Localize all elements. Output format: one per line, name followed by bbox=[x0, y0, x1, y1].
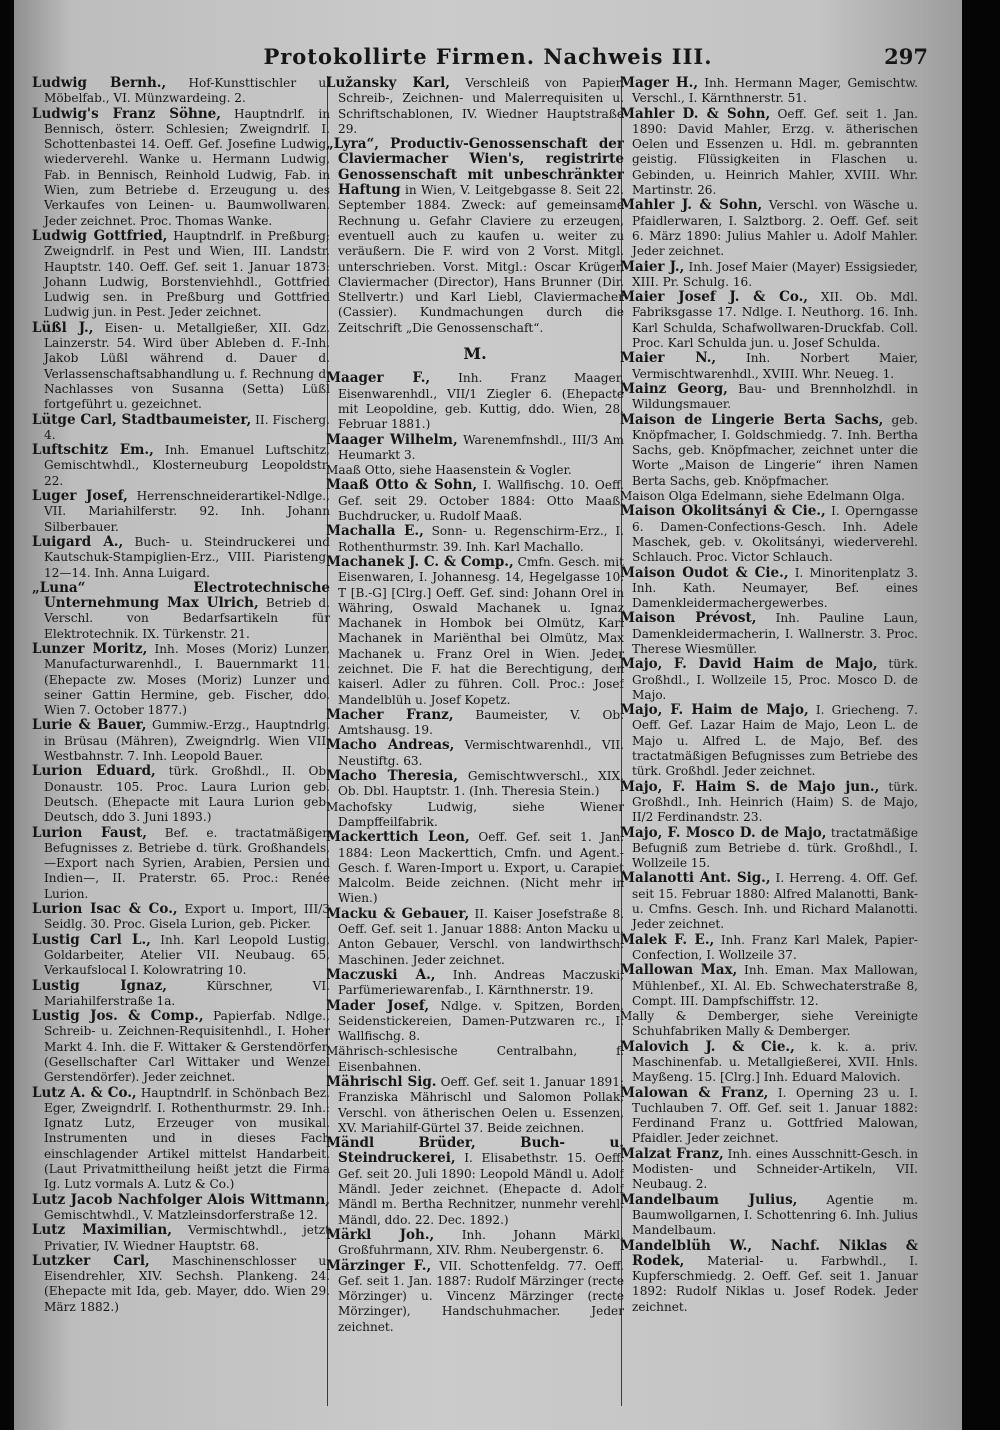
firm-description: II. Fischerg. 4. bbox=[44, 412, 330, 442]
column-3 bbox=[620, 76, 918, 1406]
firm-name: Majo, F. David Haim de Majo, bbox=[620, 656, 878, 673]
firm-description: Ndlge. v. Spitzen, Borden, Seidenstickereien, Damen-Putzwaren rc., I. Wallfischg. 8. bbox=[338, 998, 624, 1044]
firm-description: Inh. Karl Leopold Lustig, Goldarbeiter, Atelier VII. Neubaug. 65, Verkaufslocal I. Kolowratring 10. bbox=[44, 932, 330, 978]
firm-name: Maager Wilhelm, bbox=[326, 431, 458, 448]
firm-name: Macho Theresia, bbox=[326, 768, 458, 785]
firm-description: Gummiw.-Erzg., Hauptndrlg. in Brüsau (Mähren), Zweigndrlg. Wien VII. Westbahnstr. 7. Inh. Leopold Bauer. bbox=[44, 718, 330, 764]
firm-name: Lutzker Carl, bbox=[32, 1252, 150, 1269]
firm-name: Maier J., bbox=[620, 258, 685, 275]
firm-name: Machanek J. C. & Comp., bbox=[326, 553, 514, 570]
directory-entry bbox=[620, 780, 918, 826]
directory-entry bbox=[32, 642, 330, 718]
firm-description: Material- u. Farbwhdl., I. Kupferschmiedg. 2. Oeff. Gef. seit 1. Januar 1892: Rudolf Niklas u. Josef Rodek. Jeder zeichnet. bbox=[632, 1253, 918, 1314]
directory-entry bbox=[620, 566, 918, 612]
directory-entry bbox=[32, 1254, 330, 1315]
directory-entry bbox=[326, 1075, 624, 1136]
directory-entry bbox=[326, 371, 624, 432]
firm-name: Maison Prévost, bbox=[620, 610, 757, 627]
directory-entry bbox=[620, 657, 918, 703]
firm-name: Mändl Brüder, Buch- u. Steindruckerei, bbox=[326, 1135, 624, 1167]
directory-entry bbox=[326, 708, 624, 739]
directory-entry bbox=[326, 478, 624, 524]
firm-name: Luigard A., bbox=[32, 533, 124, 550]
firm-name: Märzinger F., bbox=[326, 1257, 432, 1274]
directory-entry bbox=[326, 76, 624, 137]
firm-description: k. k. a. priv. Maschinenfab. u. Metallgießerei, XVII. Hnls. Mayßeng. 15. [Clrg.] Inh. Eduard Malovich. bbox=[632, 1039, 918, 1085]
firm-name: Mager H., bbox=[620, 76, 699, 91]
firm-description: I. Herreng. 4. Off. Gef. seit 15. Februar 1880: Alfred Malanotti, Bank- u. Cmfns. Gesch. Inh. und Richard Malanotti. Jeder zeichnet. bbox=[632, 871, 918, 932]
firm-description: Inh. Andreas Maczuski, Parfümeriewarenfab., I. Kärnthnerstr. 19. bbox=[338, 967, 624, 998]
firm-name: Majo, F. Haim de Majo, bbox=[620, 702, 809, 719]
column-2 bbox=[326, 76, 624, 1406]
directory-entry bbox=[32, 826, 330, 902]
firm-name: Maison Okolitsányi & Cie., bbox=[620, 503, 826, 520]
firm-name: Lustig Carl L., bbox=[32, 931, 151, 948]
firm-description: Hauptndrlf. in Bennisch, österr. Schlesien; Zweigndrlf. I. Schottenbastei 14. Oeff. Gef. Josefine Ludwig, wiederverehl. Wanke u. Hermann Ludwig, Fab. in Bennisch, Reinhold Ludwig, Fab. in Wien, zum Betriebe d. Erzeugung u. des Verkaufes von Leinen- u. Baumwollwaren. Jeder zeichnet. Proc. Thomas Wanke. bbox=[44, 106, 330, 228]
firm-description: in Wien, V. Leitgebgasse 8. Seit 22. September 1884. Zweck: auf gemeinsame Rechnung u. Gefahr Claviere zu erzeugen, eventuell auch zu kaufen u. weiter zu veräußern. Die F. wird von 2 Vorst. Mitgl. unterschrieben. Vorst. Mitgl.: Oscar Krüger, Claviermacher (Director), Hans Brunner (Dir. Stellvertr.) und Karl Liebl, Claviermacher (Cassier). Kundmachungen durch die Zeitschrift „Die Genossenschaft“. bbox=[338, 183, 624, 335]
directory-entry bbox=[620, 504, 918, 565]
firm-name: Malek F. E., bbox=[620, 931, 715, 948]
directory-entry bbox=[620, 826, 918, 872]
firm-name: Malovich J. & Cie., bbox=[620, 1038, 795, 1055]
firm-name: Machalla E., bbox=[326, 523, 424, 540]
firm-description: Buch- u. Steindruckerei und Kautschuk-Stampiglien-Erz., VIII. Piaristeng. 12—14. Inh. Anna Luigard. bbox=[44, 534, 330, 580]
directory-entry bbox=[326, 999, 624, 1045]
firm-description: VII. Schottenfeldg. 77. Oeff. Gef. seit 1. Jan. 1887: Rudolf Märzinger (recte Mörzinger) u. Vincenz Märzinger (recte Mörzinger), Handschuhmacher. Jeder zeichnet. bbox=[338, 1258, 624, 1334]
firm-name: Luger Josef, bbox=[32, 488, 128, 505]
firm-description: tractatmäßige Befugniß zum Betriebe d. türk. Großhdl., I. Wollzeile 15. bbox=[632, 825, 918, 871]
directory-entry bbox=[620, 871, 918, 932]
firm-description: türk. Großhdl., I. Wollzeile 15, Proc. Mosco D. de Majo. bbox=[632, 657, 918, 702]
firm-name: Mahler J. & Sohn, bbox=[620, 197, 763, 214]
firm-description: Oeff. Gef. seit 1. Jan. 1884: Leon Mackerttich, Cmfn. und Agent.-Gesch. f. Waren-Import u. Export, u. Carapiet Malcolm. Beide zeichnen. (Nicht mehr in Wien.) bbox=[338, 830, 624, 906]
page-number: 297 bbox=[884, 44, 928, 69]
firm-name: Macku & Gebauer, bbox=[326, 905, 470, 922]
firm-description: Inh. Franz Karl Malek, Papier-Confection, I. Wollzeile 37. bbox=[632, 932, 918, 962]
directory-entry bbox=[32, 1009, 330, 1085]
directory-entry bbox=[620, 963, 918, 1009]
firm-name: Maier N., bbox=[620, 350, 717, 367]
firm-name: Maczuski A., bbox=[326, 966, 436, 983]
firm-name: Macho Andreas, bbox=[326, 737, 455, 754]
firm-description: Gemischtwverschl., XIX. Ob. Dbl. Hauptstr. 1. (Inh. Theresia Stein.) bbox=[338, 769, 624, 799]
firm-name: Lurion Isac & Co., bbox=[32, 901, 178, 918]
directory-entry bbox=[32, 718, 330, 764]
firm-name: Ludwig's Franz Söhne, bbox=[32, 105, 221, 122]
firm-name: Lutz Maximilian, bbox=[32, 1222, 172, 1239]
directory-entry bbox=[32, 979, 330, 1010]
firm-name: Maison de Lingerie Berta Sachs, bbox=[620, 411, 884, 428]
firm-description: I. Minoritenplatz 3. Inh. Kath. Neumayer, Bef. eines Damenkleidermachergewerbes. bbox=[632, 565, 918, 611]
firm-description: Baumeister, V. Ob. Amtshausg. 19. bbox=[338, 707, 624, 738]
firm-description: türk. Großhdl., Inh. Heinrich (Haim) S. de Majo, II/2 Ferdinandstr. 23. bbox=[632, 779, 918, 825]
directory-entry bbox=[32, 933, 330, 979]
firm-description: Inh. Josef Maier (Mayer) Essigsieder, XIII. Pr. Schulg. 16. bbox=[632, 259, 918, 289]
firm-name: „Lyra“, Productiv-Genossenschaft der Claviermacher Wien's, registrirte Genossenschaft mit unbeschränkter Haftung bbox=[326, 136, 624, 199]
firm-description: Maison Olga Edelmann, siehe Edelmann Olga. bbox=[620, 489, 905, 504]
firm-name: Lurion Eduard, bbox=[32, 763, 156, 780]
directory-entry bbox=[620, 413, 918, 489]
firm-description: Inh. Norbert Maier, Vermischtwarenhdl., XVIII. Whr. Neueg. 1. bbox=[632, 351, 918, 381]
firm-description: Inh. Pauline Laun, Damenkleidermacherin, I. Wallnerstr. 3. Proc. Therese Wiesmüller. bbox=[632, 611, 918, 656]
firm-description: Inh. Eman. Max Mallowan, Mühlenbef., XI. Al. Eb. Schwechaterstraße 8, Compt. III. Dampfschiffstr. 12. bbox=[632, 963, 918, 1008]
firm-name: Lüßl J., bbox=[32, 319, 94, 336]
firm-name: Lustig Ignaz, bbox=[32, 977, 167, 994]
directory-entry bbox=[620, 382, 918, 413]
firm-description: türk. Großhdl., II. Ob. Donaustr. 105. Proc. Laura Lurion geb. Deutsch. (Ehepacte mit Laura Lurion geb. Deutsch, ddo 3. Juni 1893.) bbox=[44, 764, 330, 825]
directory-entry bbox=[620, 1009, 918, 1040]
firm-description: Hauptndrlf. in Schönbach Bez. Eger, Zweigndrlf. I. Rothenthurmstr. 29. Inh.: Ignatz Lutz, Erzeuger von musikal. Instrumenten und in dieses Fach einschlagender Artikel mittelst Handarbeit. (Laut Privatmittheilung heißt jetzt die Firma Ig. Lutz vormals A. Lutz & Co.) bbox=[44, 1085, 330, 1192]
section-letter: M. bbox=[463, 344, 487, 364]
directory-entry bbox=[32, 229, 330, 321]
firm-name: Mandelblüh W., Nachf. Niklas & Rodek, bbox=[620, 1237, 918, 1269]
directory-entry bbox=[620, 260, 918, 291]
firm-description: Mally & Demberger, siehe Vereinigte Schuhfabriken Mally & Demberger. bbox=[620, 1009, 918, 1039]
firm-description: Inh. Emanuel Luftschitz, Gemischtwhdl., Klosterneuburg Leopoldstr. 22. bbox=[44, 443, 330, 488]
directory-entry bbox=[620, 933, 918, 964]
firm-name: Ludwig Gottfried, bbox=[32, 227, 168, 244]
firm-description: Inh. Johann Märkl, Großfuhrmann, XIV. Rhm. Neubergenstr. 6. bbox=[338, 1227, 624, 1258]
directory-entry bbox=[326, 830, 624, 906]
directory-entry bbox=[620, 611, 918, 657]
firm-name: Majo, F. Haim S. de Majo jun., bbox=[620, 778, 880, 795]
firm-description: Inh. Moses (Moriz) Lunzer, Manufacturwarenhdl., I. Bauernmarkt 11. (Ehepacte zw. Moses (Moriz) Lunzer und seiner Gattin Hermine, geb. Fischer, ddo. Wien 7. October 1877.) bbox=[44, 641, 330, 718]
directory-entry bbox=[620, 107, 918, 199]
firm-name: „Luna“ Electrotechnische Unternehmung Max Ulrich, bbox=[32, 579, 330, 612]
firm-name: Maager F., bbox=[326, 370, 431, 387]
firm-description: Agentie m. Baumwollgarnen, I. Schottenring 6. Inh. Julius Mandelbaum. bbox=[632, 1192, 918, 1238]
firm-name: Mahler D. & Sohn, bbox=[620, 105, 771, 122]
directory-entry bbox=[620, 76, 918, 107]
firm-name: Lurie & Bauer, bbox=[32, 717, 147, 734]
directory-entry bbox=[326, 1228, 624, 1259]
firm-name: Mackerttich Leon, bbox=[326, 829, 470, 846]
firm-name: Lustig Jos. & Comp., bbox=[32, 1008, 204, 1025]
directory-entry bbox=[32, 76, 330, 107]
firm-name: Maier Josef J. & Co., bbox=[620, 289, 808, 306]
directory-entry bbox=[620, 1086, 918, 1147]
directory-entry bbox=[620, 351, 918, 382]
directory-entry bbox=[326, 433, 624, 464]
firm-name: Märkl Joh., bbox=[326, 1226, 435, 1243]
firm-name: Lurion Faust, bbox=[32, 824, 147, 841]
directory-entry bbox=[326, 907, 624, 968]
page-header bbox=[14, 44, 962, 74]
directory-entry bbox=[326, 968, 624, 999]
directory-entry bbox=[326, 1259, 624, 1335]
firm-name: Lunzer Moritz, bbox=[32, 640, 148, 657]
directory-page bbox=[14, 0, 962, 1430]
directory-entry bbox=[32, 902, 330, 933]
directory-entry bbox=[32, 535, 330, 581]
firm-description: II. Kaiser Josefstraße 8. Oeff. Gef. seit 1. Januar 1888: Anton Macku u. Anton Gebauer, Verschl. von landwirthsch. Maschinen. Jeder zeichnet. bbox=[338, 906, 624, 967]
firm-description: I. Operngasse 6. Damen-Confections-Gesch. Inh. Adele Maschek, geb. v. Okolitsányi, wiederverehl. Schlauch. Proc. Victor Schlauch. bbox=[632, 504, 918, 565]
firm-description: geb. Knöpfmacher, I. Goldschmiedg. 7. Inh. Bertha Sachs, geb. Knöpfmacher, zeichnet unter die Worte „Maison de Lingerie“ ihren Namen Berta Sachs, geb. Knöpfmacher. bbox=[632, 412, 918, 488]
firm-name: Macher Franz, bbox=[326, 706, 454, 723]
directory-entry bbox=[620, 1040, 918, 1086]
firm-description: Oeff. Gef. seit 1. Jan. 1890: David Mahler, Erzg. v. ätherischen Oelen und Essenzen u. Hdl. m. gebrannten geistig. Flüssigkeiten in Flaschen u. Gebinden, u. Heinrich Mahler, XVIII. Whr. Martinstr. 26. bbox=[632, 106, 918, 198]
firm-description: Eisen- u. Metallgießer, XII. Gdz. Lainzerstr. 54. Wird über Ableben d. F.-Inh. Jakob Lüßl während d. Dauer d. Verlassenschaftsabhandlung u. f. Rechnung d. Nachlasses von Susanna (Setta) Lüßl fortgeführt u. gezeichnet. bbox=[44, 320, 330, 412]
firm-description: Mährisch-schlesische Centralbahn, f. Eisenbahnen. bbox=[326, 1044, 624, 1074]
firm-description: Hof-Kunsttischler u. Möbelfab., VI. Münzwardeing. 2. bbox=[44, 76, 330, 106]
firm-name: Majo, F. Mosco D. de Majo, bbox=[620, 824, 827, 841]
firm-name: Mährischl Sig. bbox=[326, 1074, 437, 1090]
directory-entry bbox=[32, 443, 330, 489]
directory-entry bbox=[620, 489, 918, 504]
firm-description: Vermischtwarenhdl., VII. Neustiftg. 63. bbox=[338, 738, 624, 768]
column-1 bbox=[32, 76, 330, 1406]
firm-description: XII. Ob. Mdl. Fabriksgasse 17. Ndlge. I. Neuthorg. 16. Inh. Karl Schulda, Schafwollwaren-Druckfab. Coll. Proc. Karl Schulda jun. u. Josef Schulda. bbox=[632, 290, 918, 351]
firm-description: Verschl. von Wäsche u. Pfaidlerwaren, I. Salztborg. 2. Oeff. Gef. seit 6. März 1890: Julius Mahler u. Adolf Mahler. Jeder zeichnet. bbox=[632, 198, 918, 259]
firm-name: Malanotti Ant. Sig., bbox=[620, 870, 771, 887]
directory-entry bbox=[32, 764, 330, 825]
directory-entry bbox=[620, 1239, 918, 1315]
directory-entry bbox=[32, 107, 330, 229]
firm-name: Mainz Georg, bbox=[620, 380, 728, 397]
directory-entry bbox=[326, 463, 624, 478]
directory-entry bbox=[326, 769, 624, 800]
firm-description: I. Elisabethstr. 15. Oeff. Gef. seit 20. Juli 1890: Leopold Mändl u. Adolf Mändl. Jeder zeichnet. (Ehepacte d. Adolf Mändl m. Bertha Rechnitzer, nunmehr verehl. Mändl, ddo. 22. Dec. 1892.) bbox=[338, 1151, 624, 1227]
firm-description: Vermischtwhdl., jetzt Privatier, IV. Wiedner Hauptstr. 68. bbox=[44, 1223, 330, 1253]
directory-entry bbox=[620, 1193, 918, 1239]
firm-description: Maaß Otto, siehe Haasenstein & Vogler. bbox=[326, 463, 572, 478]
directory-entry bbox=[620, 198, 918, 259]
firm-description: I. Griecheng. 7. Oeff. Gef. Lazar Haim de Majo, Leon L. de Majo u. Alfred L. de Majo, Bef. des tractatmäßigen Befugnisses zum Betriebe des türk. Großhdl. Jeder zeichnet. bbox=[632, 703, 918, 779]
firm-description: Papierfab. Ndlge., Schreib- u. Zeichnen-Requisitenhdl., I. Hoher Markt 4. Inh. die F. Wittaker & Gerstendörfer, (Gesellschafter Carl Wittaker und Wenzel Gerstendörfer). Jeder zeichnet. bbox=[44, 1009, 330, 1085]
firm-description: Herrenschneiderartikel-Ndlge., VII. Mariahilferstr. 92. Inh. Johann Silberbauer. bbox=[44, 489, 330, 534]
directory-entry bbox=[32, 1193, 330, 1224]
directory-entry bbox=[326, 555, 624, 708]
firm-description: I. Wallfischg. 10. Oeff. Gef. seit 29. October 1884: Otto Maaß, Buchdrucker, u. Rudolf Maaß. bbox=[338, 478, 624, 524]
firm-name: Luftschitz Em., bbox=[32, 442, 154, 459]
firm-description: Bau- und Brennholzhdl. in Wildungsmauer. bbox=[632, 381, 918, 412]
firm-description: Hauptndrlf. in Preßburg; Zweigndrlf. in Pest und Wien, III. Landstr. Hauptstr. 140. Oeff. Gef. seit 1. Januar 1873: Johann Ludwig, Borstenviehhdl., Gottfried Ludwig sen. in Preßburg und Gottfried Ludwig jun. in Pest. Jeder zeichnet. bbox=[44, 228, 330, 320]
firm-description: Inh. Hermann Mager, Gemischtw. Verschl., I. Kärnthnerstr. 51. bbox=[632, 76, 918, 106]
firm-name: Lutz Jacob Nachfolger Alois Wittmann, bbox=[32, 1191, 330, 1208]
directory-entry bbox=[620, 703, 918, 779]
directory-entry bbox=[32, 581, 330, 642]
firm-name: Malzat Franz, bbox=[620, 1145, 724, 1162]
firm-name: Lužansky Karl, bbox=[326, 76, 450, 91]
firm-name: Malowan & Franz, bbox=[620, 1084, 769, 1101]
firm-description: Sonn- u. Regenschirm-Erz., I. Rothenthurmstr. 39. Inh. Karl Machallo. bbox=[338, 524, 624, 554]
firm-description: Gemischtwhdl., V. Matzleinsdorferstraße 12. bbox=[44, 1207, 318, 1222]
directory-entry bbox=[32, 1223, 330, 1254]
firm-name: Mader Josef, bbox=[326, 997, 430, 1014]
firm-name: Maaß Otto & Sohn, bbox=[326, 477, 478, 494]
firm-description: Betrieb d. Verschl. von Bedarfsartikeln für Elektrotechnik. IX. Türkenstr. 21. bbox=[44, 596, 330, 641]
directory-entry bbox=[620, 1147, 918, 1193]
firm-description: Machofsky Ludwig, siehe Wiener Dampffeilfabrik. bbox=[326, 799, 624, 829]
directory-entry bbox=[32, 1086, 330, 1193]
firm-name: Lütge Carl, Stadtbaumeister, bbox=[32, 411, 252, 428]
firm-description: Cmfn. Gesch. mit Eisenwaren, I. Johannesg. 14, Hegelgasse 10. T [B.-G] [Clrg.] Oeff. Gef. sind: Johann Orel in Währing, Oswald Machanek u. Ignaz Machanek in Hombok bei Olmütz, Karl Machanek in Mariënthal bei Olmütz, Max Machanek u. Franz Orel in Wien. Jeder zeichnet. Die F. hat die Berechtigung, den kaiserl. Adler zu führen. Coll. Proc.: Josef Mandelblüh u. Josef Kopetz. bbox=[338, 554, 624, 707]
directory-entry bbox=[326, 738, 624, 769]
firm-description: Oeff. Gef. seit 1. Januar 1891: Franziska Mährischl und Salomon Pollak, Verschl. von ätherischen Oelen u. Essenzen, XV. Mariahilf-Gürtel 37. Beide zeichnen. bbox=[338, 1075, 624, 1135]
firm-description: Maschinenschlosser u. Eisendrehler, XIV. Sechsh. Plankeng. 24. (Ehepacte mit Ida, geb. Mayer, ddo. Wien 29. März 1882.) bbox=[44, 1253, 330, 1314]
firm-description: Inh. eines Ausschnitt-Gesch. in Modisten- und Schneider-Artikeln, VII. Neubaug. 2. bbox=[632, 1146, 918, 1192]
firm-description: Bef. e. tractatmäßigen Befugnisses z. Betriebe d. türk. Großhandels, —Export nach Syrien, Arabien, Persien und Indien—, II. Praterstr. 65. Proc.: Renée Lurion. bbox=[44, 825, 330, 901]
firm-description: Export u. Import, III/3 Seidlg. 30. Proc. Gisela Lurion, geb. Picker. bbox=[44, 902, 330, 932]
firm-name: Ludwig Bernh., bbox=[32, 76, 167, 91]
directory-entry bbox=[326, 1044, 624, 1075]
firm-name: Mandelbaum Julius, bbox=[620, 1191, 798, 1208]
directory-entry bbox=[326, 137, 624, 336]
directory-entry bbox=[32, 321, 330, 413]
page-title: Protokollirte Firmen. Nachweis III. bbox=[263, 44, 713, 69]
firm-description: Verschleiß von Papier, Schreib-, Zeichnen- und Malerrequisiten u. Schriftschablonen, IV. Wiedner Hauptstraße 29. bbox=[338, 76, 624, 136]
directory-entry bbox=[32, 413, 330, 444]
firm-name: Mallowan Max, bbox=[620, 962, 738, 979]
firm-name: Maison Oudot & Cie., bbox=[620, 564, 789, 581]
firm-description: Warenemfnshdl., III/3 Am Heumarkt 3. bbox=[338, 432, 624, 462]
firm-description: I. Operning 23 u. I. Tuchlauben 7. Off. Gef. seit 1. Januar 1882: Ferdinand Franz u. Gottfried Malowan, Pfaidler. Jeder zeichnet. bbox=[632, 1085, 918, 1146]
directory-entry bbox=[326, 1136, 624, 1228]
firm-description: Inh. Franz Maager, Eisenwarenhdl., VII/1 Ziegler 6. (Ehepacte mit Leopoldine, geb. Kuttig, ddo. Wien, 28. Februar 1881.) bbox=[338, 371, 624, 432]
directory-entry bbox=[620, 290, 918, 351]
directory-entry bbox=[326, 800, 624, 831]
directory-entry bbox=[32, 489, 330, 535]
firm-description: Kürschner, VI. Mariahilferstraße 1a. bbox=[44, 978, 330, 1008]
firm-name: Lutz A. & Co., bbox=[32, 1084, 137, 1101]
directory-entry bbox=[326, 524, 624, 555]
